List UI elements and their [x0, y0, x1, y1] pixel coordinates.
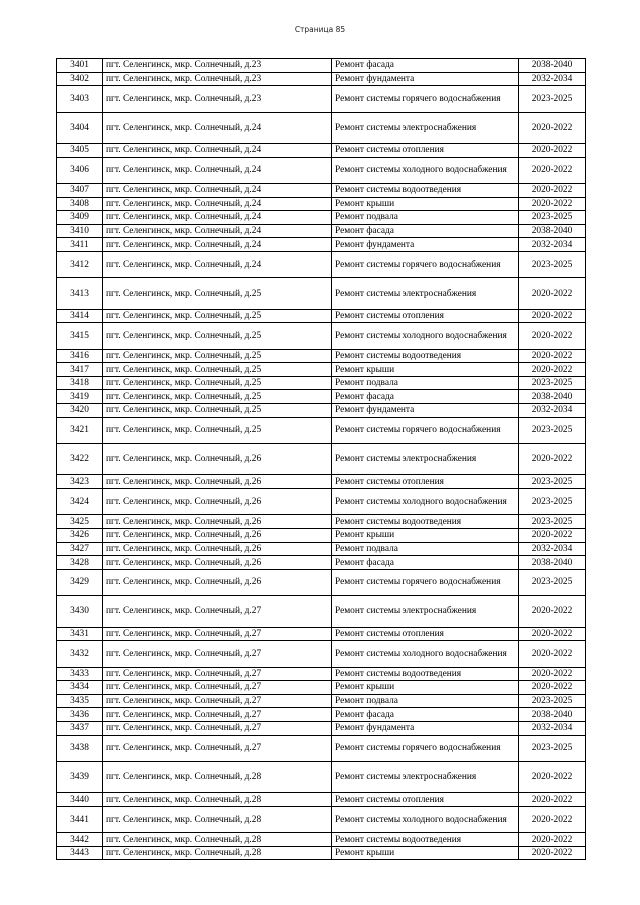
- table-row: [57, 569, 586, 595]
- row-number-cell: 3426: [57, 529, 103, 543]
- row-number-cell: 3424: [57, 489, 103, 515]
- period-cell: 2020-2022: [519, 444, 586, 475]
- work-type-cell: Ремонт системы холодного водоснабжения: [332, 806, 519, 832]
- address-cell: пгт. Селенгинск, мкр. Солнечный, д.25: [103, 404, 332, 418]
- address-cell: пгт. Селенгинск, мкр. Солнечный, д.27: [103, 735, 332, 761]
- period-cell: 2020-2022: [519, 806, 586, 832]
- table-row: [57, 846, 586, 860]
- address-cell: пгт. Селенгинск, мкр. Солнечный, д.24: [103, 143, 332, 157]
- work-type-cell: Ремонт системы водоотведения: [332, 349, 519, 363]
- row-number-cell: 3429: [57, 569, 103, 595]
- row-number-cell: 3422: [57, 444, 103, 475]
- address-cell: пгт. Селенгинск, мкр. Солнечный, д.28: [103, 793, 332, 807]
- period-cell: 2038-2040: [519, 390, 586, 404]
- address-cell: пгт. Селенгинск, мкр. Солнечный, д.27: [103, 694, 332, 708]
- table-row: [57, 667, 586, 681]
- address-cell: пгт. Селенгинск, мкр. Солнечный, д.27: [103, 708, 332, 722]
- table-row: [57, 197, 586, 211]
- table-row: [57, 112, 586, 143]
- address-cell: пгт. Селенгинск, мкр. Солнечный, д.24: [103, 197, 332, 211]
- table-row: [57, 72, 586, 86]
- address-cell: пгт. Селенгинск, мкр. Солнечный, д.26: [103, 542, 332, 556]
- row-number-cell: 3408: [57, 197, 103, 211]
- row-number-cell: 3404: [57, 112, 103, 143]
- work-type-cell: Ремонт системы горячего водоснабжения: [332, 417, 519, 443]
- address-cell: пгт. Селенгинск, мкр. Солнечный, д.24: [103, 157, 332, 183]
- table-row: [57, 363, 586, 377]
- row-number-cell: 3430: [57, 596, 103, 627]
- period-cell: 2032-2034: [519, 238, 586, 252]
- table-row: [57, 694, 586, 708]
- table-row: [57, 833, 586, 847]
- work-type-cell: Ремонт системы отопления: [332, 475, 519, 489]
- period-cell: 2020-2022: [519, 112, 586, 143]
- period-cell: 2020-2022: [519, 143, 586, 157]
- table-row: [57, 556, 586, 570]
- row-number-cell: 3442: [57, 833, 103, 847]
- address-cell: пгт. Селенгинск, мкр. Солнечный, д.23: [103, 72, 332, 86]
- row-number-cell: 3409: [57, 211, 103, 225]
- period-cell: 2032-2034: [519, 404, 586, 418]
- period-cell: 2020-2022: [519, 323, 586, 349]
- table-row: [57, 735, 586, 761]
- table-row: [57, 596, 586, 627]
- period-cell: 2020-2022: [519, 667, 586, 681]
- work-type-cell: Ремонт системы водоотведения: [332, 183, 519, 197]
- table-row: [57, 157, 586, 183]
- row-number-cell: 3415: [57, 323, 103, 349]
- address-cell: пгт. Селенгинск, мкр. Солнечный, д.25: [103, 417, 332, 443]
- table-row: [57, 309, 586, 323]
- work-type-cell: Ремонт крыши: [332, 681, 519, 695]
- work-type-cell: Ремонт системы отопления: [332, 627, 519, 641]
- period-cell: 2038-2040: [519, 556, 586, 570]
- work-type-cell: Ремонт фундамента: [332, 238, 519, 252]
- work-type-cell: Ремонт системы электроснабжения: [332, 596, 519, 627]
- table-row: [57, 323, 586, 349]
- period-cell: 2038-2040: [519, 224, 586, 238]
- table-row: [57, 278, 586, 309]
- period-cell: 2020-2022: [519, 833, 586, 847]
- address-cell: пгт. Селенгинск, мкр. Солнечный, д.27: [103, 627, 332, 641]
- address-cell: пгт. Селенгинск, мкр. Солнечный, д.26: [103, 515, 332, 529]
- row-number-cell: 3439: [57, 761, 103, 792]
- period-cell: 2020-2022: [519, 157, 586, 183]
- period-cell: 2020-2022: [519, 278, 586, 309]
- row-number-cell: 3405: [57, 143, 103, 157]
- row-number-cell: 3403: [57, 86, 103, 112]
- address-cell: пгт. Селенгинск, мкр. Солнечный, д.25: [103, 278, 332, 309]
- row-number-cell: 3418: [57, 376, 103, 390]
- row-number-cell: 3421: [57, 417, 103, 443]
- period-cell: 2023-2025: [519, 417, 586, 443]
- work-type-cell: Ремонт крыши: [332, 197, 519, 211]
- work-type-cell: Ремонт системы холодного водоснабжения: [332, 157, 519, 183]
- table-row: [57, 806, 586, 832]
- row-number-cell: 3438: [57, 735, 103, 761]
- period-cell: 2023-2025: [519, 515, 586, 529]
- row-number-cell: 3406: [57, 157, 103, 183]
- address-cell: пгт. Селенгинск, мкр. Солнечный, д.28: [103, 806, 332, 832]
- period-cell: 2020-2022: [519, 349, 586, 363]
- address-cell: пгт. Селенгинск, мкр. Солнечный, д.26: [103, 444, 332, 475]
- table-row: [57, 376, 586, 390]
- work-type-cell: Ремонт крыши: [332, 846, 519, 860]
- period-cell: 2020-2022: [519, 681, 586, 695]
- address-cell: пгт. Селенгинск, мкр. Солнечный, д.27: [103, 681, 332, 695]
- row-number-cell: 3434: [57, 681, 103, 695]
- row-number-cell: 3401: [57, 59, 103, 73]
- period-cell: 2023-2025: [519, 569, 586, 595]
- row-number-cell: 3402: [57, 72, 103, 86]
- table-row: [57, 417, 586, 443]
- row-number-cell: 3413: [57, 278, 103, 309]
- address-cell: пгт. Селенгинск, мкр. Солнечный, д.27: [103, 721, 332, 735]
- table-row: [57, 404, 586, 418]
- address-cell: пгт. Селенгинск, мкр. Солнечный, д.24: [103, 251, 332, 277]
- work-type-cell: Ремонт фасада: [332, 224, 519, 238]
- row-number-cell: 3414: [57, 309, 103, 323]
- address-cell: пгт. Селенгинск, мкр. Солнечный, д.23: [103, 59, 332, 73]
- row-number-cell: 3411: [57, 238, 103, 252]
- work-type-cell: Ремонт фасада: [332, 390, 519, 404]
- work-type-cell: Ремонт крыши: [332, 363, 519, 377]
- address-cell: пгт. Селенгинск, мкр. Солнечный, д.23: [103, 86, 332, 112]
- work-type-cell: Ремонт фасада: [332, 556, 519, 570]
- work-type-cell: Ремонт системы холодного водоснабжения: [332, 323, 519, 349]
- period-cell: 2038-2040: [519, 708, 586, 722]
- address-cell: пгт. Селенгинск, мкр. Солнечный, д.25: [103, 376, 332, 390]
- row-number-cell: 3412: [57, 251, 103, 277]
- table-row: [57, 681, 586, 695]
- row-number-cell: 3407: [57, 183, 103, 197]
- table-row: [57, 515, 586, 529]
- period-cell: 2020-2022: [519, 183, 586, 197]
- row-number-cell: 3443: [57, 846, 103, 860]
- period-cell: 2020-2022: [519, 309, 586, 323]
- table-row: [57, 475, 586, 489]
- row-number-cell: 3441: [57, 806, 103, 832]
- repair-schedule-table: [56, 58, 586, 860]
- table-row: [57, 708, 586, 722]
- table-row: [57, 183, 586, 197]
- period-cell: 2020-2022: [519, 627, 586, 641]
- row-number-cell: 3417: [57, 363, 103, 377]
- row-number-cell: 3416: [57, 349, 103, 363]
- table-row: [57, 251, 586, 277]
- address-cell: пгт. Селенгинск, мкр. Солнечный, д.26: [103, 475, 332, 489]
- period-cell: 2023-2025: [519, 211, 586, 225]
- table-row: [57, 444, 586, 475]
- work-type-cell: Ремонт фундамента: [332, 404, 519, 418]
- row-number-cell: 3437: [57, 721, 103, 735]
- work-type-cell: Ремонт системы водоотведения: [332, 667, 519, 681]
- row-number-cell: 3436: [57, 708, 103, 722]
- table-body: [57, 59, 586, 860]
- address-cell: пгт. Селенгинск, мкр. Солнечный, д.27: [103, 667, 332, 681]
- table-row: [57, 627, 586, 641]
- table-row: [57, 641, 586, 667]
- work-type-cell: Ремонт системы холодного водоснабжения: [332, 489, 519, 515]
- work-type-cell: Ремонт системы горячего водоснабжения: [332, 86, 519, 112]
- address-cell: пгт. Селенгинск, мкр. Солнечный, д.26: [103, 489, 332, 515]
- period-cell: 2038-2040: [519, 59, 586, 73]
- row-number-cell: 3432: [57, 641, 103, 667]
- row-number-cell: 3440: [57, 793, 103, 807]
- work-type-cell: Ремонт крыши: [332, 529, 519, 543]
- address-cell: пгт. Селенгинск, мкр. Солнечный, д.28: [103, 846, 332, 860]
- row-number-cell: 3435: [57, 694, 103, 708]
- work-type-cell: Ремонт системы электроснабжения: [332, 278, 519, 309]
- period-cell: 2023-2025: [519, 86, 586, 112]
- row-number-cell: 3431: [57, 627, 103, 641]
- address-cell: пгт. Селенгинск, мкр. Солнечный, д.27: [103, 641, 332, 667]
- work-type-cell: Ремонт системы водоотведения: [332, 515, 519, 529]
- table-row: [57, 224, 586, 238]
- address-cell: пгт. Селенгинск, мкр. Солнечный, д.24: [103, 238, 332, 252]
- address-cell: пгт. Селенгинск, мкр. Солнечный, д.26: [103, 529, 332, 543]
- period-cell: 2020-2022: [519, 793, 586, 807]
- period-cell: 2020-2022: [519, 529, 586, 543]
- period-cell: 2023-2025: [519, 489, 586, 515]
- period-cell: 2023-2025: [519, 735, 586, 761]
- row-number-cell: 3433: [57, 667, 103, 681]
- work-type-cell: Ремонт фасада: [332, 708, 519, 722]
- period-cell: 2032-2034: [519, 721, 586, 735]
- table-row: [57, 529, 586, 543]
- address-cell: пгт. Селенгинск, мкр. Солнечный, д.25: [103, 323, 332, 349]
- work-type-cell: Ремонт фундамента: [332, 72, 519, 86]
- address-cell: пгт. Селенгинск, мкр. Солнечный, д.24: [103, 211, 332, 225]
- row-number-cell: 3428: [57, 556, 103, 570]
- address-cell: пгт. Селенгинск, мкр. Солнечный, д.27: [103, 596, 332, 627]
- address-cell: пгт. Селенгинск, мкр. Солнечный, д.25: [103, 363, 332, 377]
- address-cell: пгт. Селенгинск, мкр. Солнечный, д.25: [103, 309, 332, 323]
- table-row: [57, 349, 586, 363]
- page-number-header: Страница 85: [294, 25, 346, 34]
- period-cell: 2020-2022: [519, 761, 586, 792]
- period-cell: 2023-2025: [519, 376, 586, 390]
- work-type-cell: Ремонт подвала: [332, 542, 519, 556]
- period-cell: 2023-2025: [519, 251, 586, 277]
- address-cell: пгт. Селенгинск, мкр. Солнечный, д.28: [103, 761, 332, 792]
- period-cell: 2032-2034: [519, 72, 586, 86]
- table-row: [57, 59, 586, 73]
- work-type-cell: Ремонт системы отопления: [332, 793, 519, 807]
- period-cell: 2020-2022: [519, 641, 586, 667]
- row-number-cell: 3420: [57, 404, 103, 418]
- work-type-cell: Ремонт системы отопления: [332, 143, 519, 157]
- address-cell: пгт. Селенгинск, мкр. Солнечный, д.24: [103, 112, 332, 143]
- address-cell: пгт. Селенгинск, мкр. Солнечный, д.25: [103, 390, 332, 404]
- work-type-cell: Ремонт системы электроснабжения: [332, 761, 519, 792]
- work-type-cell: Ремонт системы отопления: [332, 309, 519, 323]
- period-cell: 2020-2022: [519, 846, 586, 860]
- work-type-cell: Ремонт системы холодного водоснабжения: [332, 641, 519, 667]
- work-type-cell: Ремонт системы горячего водоснабжения: [332, 569, 519, 595]
- table-row: [57, 238, 586, 252]
- work-type-cell: Ремонт подвала: [332, 694, 519, 708]
- work-type-cell: Ремонт фасада: [332, 59, 519, 73]
- address-cell: пгт. Селенгинск, мкр. Солнечный, д.25: [103, 349, 332, 363]
- address-cell: пгт. Селенгинск, мкр. Солнечный, д.24: [103, 183, 332, 197]
- table-row: [57, 86, 586, 112]
- work-type-cell: Ремонт системы горячего водоснабжения: [332, 251, 519, 277]
- table-row: [57, 489, 586, 515]
- work-type-cell: Ремонт фундамента: [332, 721, 519, 735]
- period-cell: 2020-2022: [519, 197, 586, 211]
- period-cell: 2032-2034: [519, 542, 586, 556]
- period-cell: 2023-2025: [519, 475, 586, 489]
- work-type-cell: Ремонт системы электроснабжения: [332, 112, 519, 143]
- work-type-cell: Ремонт системы горячего водоснабжения: [332, 735, 519, 761]
- row-number-cell: 3427: [57, 542, 103, 556]
- address-cell: пгт. Селенгинск, мкр. Солнечный, д.26: [103, 556, 332, 570]
- row-number-cell: 3419: [57, 390, 103, 404]
- period-cell: 2020-2022: [519, 363, 586, 377]
- work-type-cell: Ремонт системы водоотведения: [332, 833, 519, 847]
- table-row: [57, 143, 586, 157]
- row-number-cell: 3423: [57, 475, 103, 489]
- work-type-cell: Ремонт подвала: [332, 211, 519, 225]
- table-row: [57, 793, 586, 807]
- table-row: [57, 542, 586, 556]
- address-cell: пгт. Селенгинск, мкр. Солнечный, д.26: [103, 569, 332, 595]
- table-row: [57, 761, 586, 792]
- row-number-cell: 3410: [57, 224, 103, 238]
- table-row: [57, 721, 586, 735]
- table-row: [57, 211, 586, 225]
- row-number-cell: 3425: [57, 515, 103, 529]
- period-cell: 2023-2025: [519, 694, 586, 708]
- table-row: [57, 390, 586, 404]
- work-type-cell: Ремонт подвала: [332, 376, 519, 390]
- address-cell: пгт. Селенгинск, мкр. Солнечный, д.24: [103, 224, 332, 238]
- work-type-cell: Ремонт системы электроснабжения: [332, 444, 519, 475]
- period-cell: 2020-2022: [519, 596, 586, 627]
- address-cell: пгт. Селенгинск, мкр. Солнечный, д.28: [103, 833, 332, 847]
